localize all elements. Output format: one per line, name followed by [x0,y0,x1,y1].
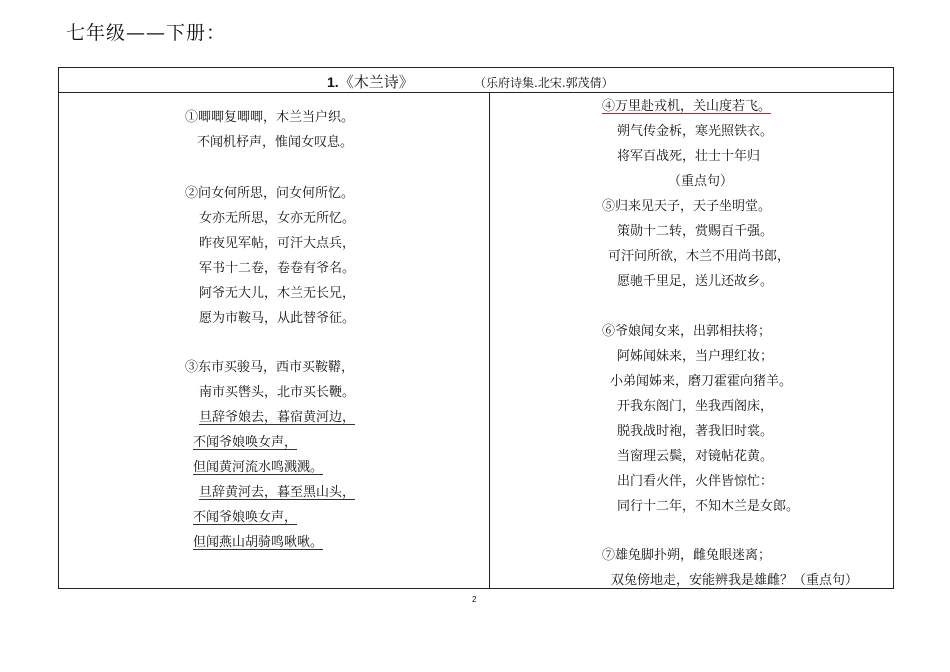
poem-name: 《木兰诗》 [338,73,414,91]
poem-line-underlined: 但闻黄河流水鸣溅溅。 [193,460,324,475]
poem-line: ②问女何所思，问女何所忆。 [185,186,355,201]
poem-line: 策勋十二转，赏赐百千强。 [617,224,774,239]
poem-line: 愿为市鞍马，从此替爷征。 [199,311,356,326]
poem-source: （乐府诗集.北宋.郭茂倩） [474,76,614,90]
page-heading: 七年级——下册： [66,22,227,44]
poem-line: 开我东阁门，坐我西阁床， [617,399,774,414]
poem-line: 昨夜见军帖，可汗大点兵， [199,236,356,251]
poem-table [58,67,894,589]
poem-line: 出门看火伴，火伴皆惊忙： [617,474,774,489]
poem-line: 女亦无所思，女亦无所忆。 [199,211,356,226]
poem-title-row [59,68,893,93]
poem-line: 同行十二年，不知木兰是女郎。 [617,499,800,514]
poem-line-underlined: 但闻燕山胡骑鸣啾啾。 [193,535,324,550]
poem-line-underlined: 旦辞爷娘去，暮宿黄河边， [199,410,356,425]
poem-line: 脱我战时袍，著我旧时裳。 [617,424,774,439]
poem-line: ⑥爷娘闻女来，出郭相扶将； [602,324,772,339]
poem-line: 不闻机杼声，惟闻女叹息。 [197,135,354,150]
poem-line: 朔气传金柝，寒光照铁衣。 [617,124,774,139]
page-number: 2 [472,595,477,604]
poem-line: 小弟闻姊来，磨刀霍霍向猪羊。 [610,374,793,389]
poem-line-underlined: 旦辞黄河去，暮至黑山头， [199,485,356,500]
poem-line: 军书十二卷，卷卷有爷名。 [199,261,356,276]
poem-line-underlined: 不闻爷娘唤女声， [193,510,298,525]
poem-line: 当窗理云鬓，对镜帖花黄。 [617,449,774,464]
poem-line: 可汗问所欲，木兰不用尚书郎， [608,249,791,264]
poem-line: ⑦雄兔脚扑朔，雌兔眼迷离； [602,548,772,563]
poem-line: ⑤归来见天子，天子坐明堂。 [602,199,772,214]
poem-number: 1. [327,74,339,90]
poem-line: 阿爷无大儿，木兰无长兄， [199,286,356,301]
poem-line: 将军百战死，壮士十年归 [617,149,761,164]
poem-line: 双兔傍地走，安能辨我是雄雌？（重点句） [611,573,859,588]
poem-line: 南市买辔头，北市买长鞭。 [199,385,356,400]
poem-line: 阿姊闻妹来，当户理红妆； [617,349,774,364]
poem-line: ①唧唧复唧唧，木兰当户织。 [185,110,355,125]
column-divider [489,92,490,589]
poem-line-underlined: ④万里赴戎机，关山度若飞。 [602,99,772,114]
poem-line: 愿驰千里足，送儿还故乡。 [617,274,774,289]
key-sentence-note: （重点句） [668,174,734,189]
poem-title [327,71,414,92]
poem-line-underlined: 不闻爷娘唤女声， [193,435,298,450]
poem-line: ③东市买骏马，西市买鞍鞯， [185,360,355,375]
